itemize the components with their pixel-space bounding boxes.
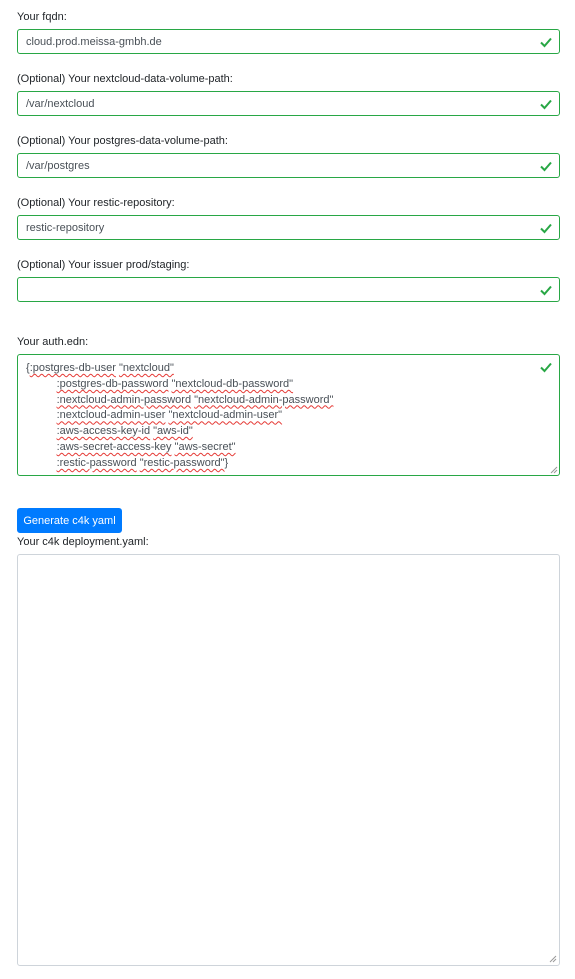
auth-edn-value: "aws-secret" xyxy=(174,440,236,453)
issuer-field-wrap xyxy=(17,277,560,302)
auth-edn-line-prefix xyxy=(26,394,57,406)
restic-repository-field-wrap xyxy=(17,215,560,240)
restic-repository-input[interactable] xyxy=(18,216,559,239)
generate-c4k-yaml-button[interactable]: Generate c4k yaml xyxy=(17,508,122,533)
deployment-yaml-textarea[interactable] xyxy=(17,554,560,966)
check-icon xyxy=(539,221,553,235)
auth-edn-line xyxy=(26,440,529,456)
auth-edn-value: "aws-id" xyxy=(153,425,193,438)
check-icon xyxy=(539,35,553,49)
auth-edn-line-prefix xyxy=(26,441,57,453)
nextcloud-data-volume-path-input[interactable] xyxy=(18,92,559,115)
check-icon xyxy=(539,97,553,111)
auth-edn-line xyxy=(26,377,529,393)
auth-edn-value: "nextcloud-db-password" xyxy=(171,377,294,390)
auth-edn-line-prefix: { xyxy=(26,362,30,374)
auth-edn-line xyxy=(26,424,529,440)
auth-edn-value: "nextcloud-admin-password" xyxy=(194,393,334,406)
auth-edn-value: "nextcloud" xyxy=(118,362,174,374)
auth-edn-label: Your auth.edn: xyxy=(17,336,89,348)
auth-edn-line-prefix xyxy=(26,425,57,437)
restic-repository-label: (Optional) Your restic-repository: xyxy=(17,197,175,209)
check-icon xyxy=(539,283,553,297)
auth-edn-key: :postgres-db-user xyxy=(29,362,116,374)
fqdn-label: Your fqdn: xyxy=(17,11,67,23)
auth-edn-key: :nextcloud-admin-password xyxy=(56,393,192,406)
auth-edn-line xyxy=(26,408,529,424)
auth-edn-line-prefix xyxy=(26,378,57,390)
auth-edn-key: :nextcloud-admin-user xyxy=(56,409,166,422)
auth-edn-line-suffix: } xyxy=(224,456,229,469)
auth-edn-key: :aws-access-key-id xyxy=(56,425,151,438)
auth-edn-value: "nextcloud-admin-user" xyxy=(168,409,283,422)
auth-edn-line xyxy=(26,361,529,377)
auth-edn-line xyxy=(26,456,529,472)
nextcloud-data-volume-path-field-wrap xyxy=(17,91,560,116)
auth-edn-key: :restic-password xyxy=(56,456,137,469)
resize-grip-icon[interactable] xyxy=(549,955,557,963)
fqdn-input[interactable] xyxy=(18,30,559,53)
postgres-data-volume-path-input[interactable] xyxy=(18,154,559,177)
check-icon xyxy=(539,159,553,173)
issuer-input[interactable] xyxy=(18,278,559,301)
fqdn-field-wrap xyxy=(17,29,560,54)
check-icon xyxy=(539,360,553,374)
auth-edn-content[interactable] xyxy=(26,361,529,472)
deployment-yaml-label: Your c4k deployment.yaml: xyxy=(17,536,149,548)
postgres-data-volume-path-field-wrap xyxy=(17,153,560,178)
auth-edn-value: "restic-password" xyxy=(139,456,225,469)
auth-edn-line xyxy=(26,393,529,409)
resize-grip-icon[interactable] xyxy=(550,466,558,474)
auth-edn-key: :postgres-db-password xyxy=(56,377,169,390)
auth-edn-textarea[interactable] xyxy=(17,354,560,476)
postgres-data-volume-path-label: (Optional) Your postgres-data-volume-path: xyxy=(17,135,228,147)
issuer-label: (Optional) Your issuer prod/staging: xyxy=(17,259,190,271)
nextcloud-data-volume-path-label: (Optional) Your nextcloud-data-volume-path: xyxy=(17,73,233,85)
auth-edn-line-prefix xyxy=(26,457,57,469)
auth-edn-line-prefix xyxy=(26,409,57,421)
auth-edn-key: :aws-secret-access-key xyxy=(56,440,172,453)
